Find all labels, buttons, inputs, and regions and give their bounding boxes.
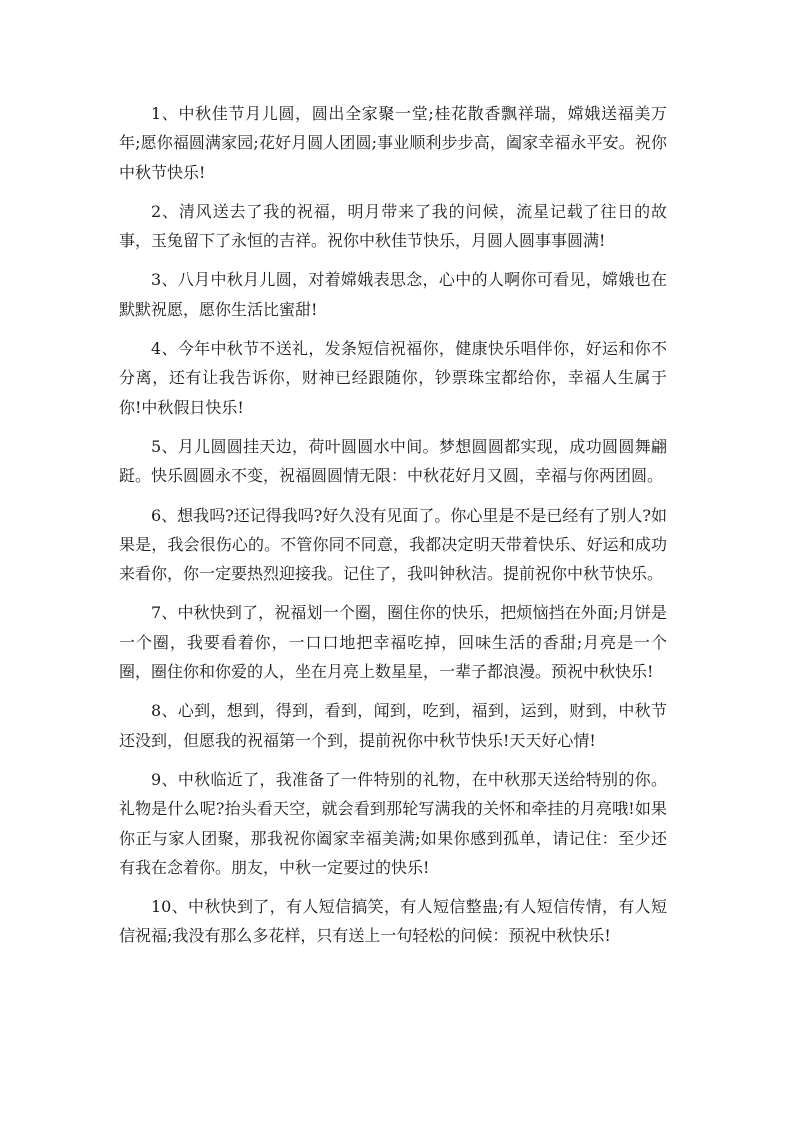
paragraph-10: 10、中秋快到了，有人短信搞笑，有人短信整蛊;有人短信传情，有人短信祝福;我没有那么多花样，只有送上一句轻松的问候：预祝中秋快乐!: [119, 897, 667, 946]
paragraph-8: 8、心到，想到，得到，看到，闻到，吃到，福到，运到，财到，中秋节还没到，但愿我的祝福第一个到，提前祝你中秋节快乐!天天好心情!: [119, 701, 667, 750]
paragraph-3: 3、八月中秋月儿圆，对着嫦娥表思念，心中的人啊你可看见，嫦娥也在默默祝愿，愿你生活比蜜甜!: [119, 270, 667, 319]
paragraph-9: 9、中秋临近了，我准备了一件特别的礼物，在中秋那天送给特别的你。礼物是什么呢?抬头看天空，就会看到那轮写满我的关怀和牵挂的月亮哦!如果你正与家人团聚，那我祝你阖家幸福美满;如果你感到孤单，请记住：至少还有我在念着你。朋友，中秋一定要过的快乐!: [119, 769, 667, 877]
paragraph-2: 2、清风送去了我的祝福，明月带来了我的问候，流星记载了往日的故事，玉兔留下了永恒的吉祥。祝你中秋佳节快乐，月圆人圆事事圆满!: [119, 201, 667, 251]
paragraph-4: 4、今年中秋节不送礼，发条短信祝福你，健康快乐唱伴你，好运和你不分离，还有让我告诉你，财神已经跟随你，钞票珠宝都给你，幸福人生属于你!中秋假日快乐!: [119, 339, 667, 417]
paragraph-7: 7、中秋快到了，祝福划一个圈，圈住你的快乐，把烦恼挡在外面;月饼是一个圈，我要看着你，一口口地把幸福吃掉，回味生活的香甜;月亮是一个圈，圈住你和你爱的人，坐在月亮上数星星，一辈子都浪漫。预祝中秋快乐!: [119, 603, 667, 682]
paragraph-6: 6、想我吗?还记得我吗?好久没有见面了。你心里是不是已经有了别人?如果是，我会很伤心的。不管你同不同意，我都决定明天带着快乐、好运和成功来看你，你一定要热烈迎接我。记住了，我叫钟秋洁。提前祝你中秋节快乐。: [119, 505, 667, 584]
paragraph-1: 1、中秋佳节月儿圆，圆出全家聚一堂;桂花散香飘祥瑞，嫦娥送福美万年;愿你福圆满家园;花好月圆人团圆;事业顺利步步高，阖家幸福永平安。祝你中秋节快乐!: [119, 104, 667, 182]
paragraph-5: 5、月儿圆圆挂天边，荷叶圆圆水中间。梦想圆圆都实现，成功圆圆舞翩跹。快乐圆圆永不变，祝福圆圆情无限：中秋花好月又圆，幸福与你两团圆。: [119, 436, 667, 486]
document-body: [119, 99, 667, 961]
